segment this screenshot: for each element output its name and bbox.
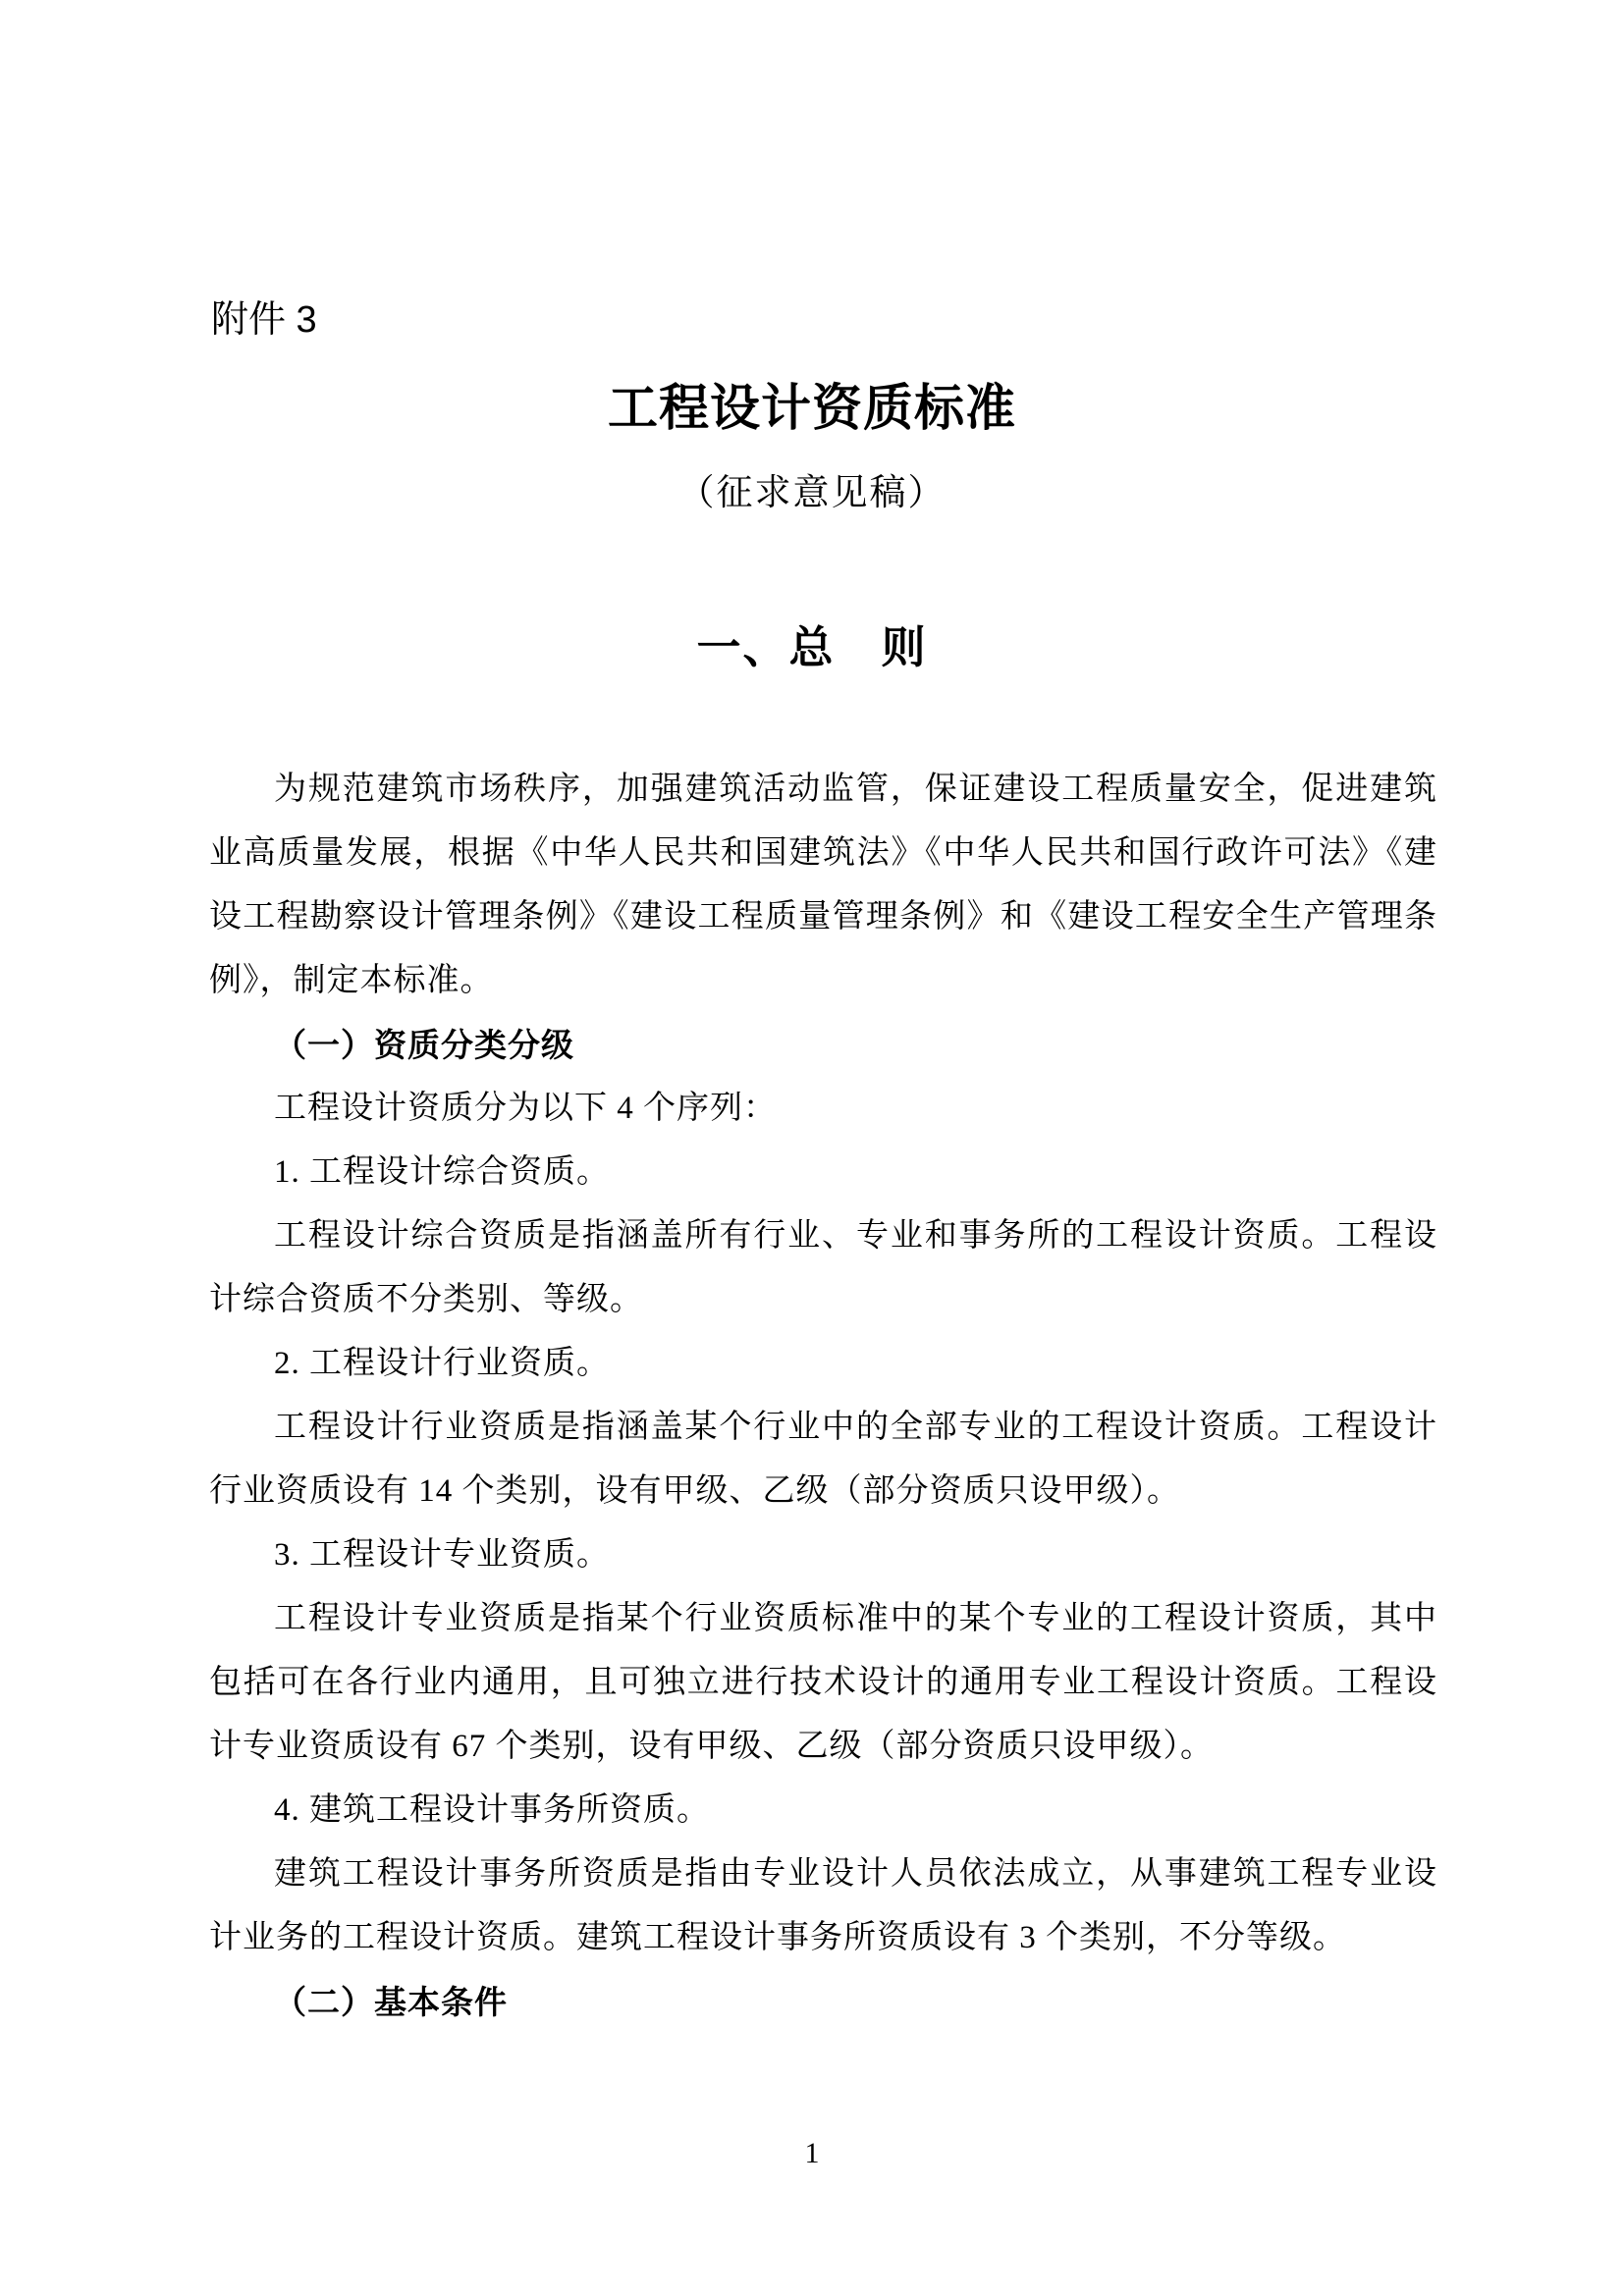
document-body [209, 758, 1437, 2034]
document-subtitle: （征求意见稿） [677, 473, 947, 513]
paragraph: 2. 工程设计行业资质。 [274, 1346, 610, 1381]
paragraph: 建筑工程设计事务所资质是指由专业设计人员依法成立，从事建筑工程专业设计业务的工程设计资质。建筑工程设计事务所资质设有 3 个类别，不分等级。 [209, 1856, 1437, 1955]
paragraph: 4. 建筑工程设计事务所资质。 [274, 1792, 710, 1828]
paragraph: 为规范建筑市场秩序，加强建筑活动监管，保证建设工程质量安全，促进建筑业高质量发展，根据《中华人民共和国建筑法》《中华人民共和国行政许可法》《建设工程勘察设计管理条例》《建设工程质量管理条例》和《建设工程安全生产管理条例》，制定本标准。 [209, 772, 1437, 998]
section-heading: 一、总 则 [696, 622, 928, 672]
paragraph: 工程设计专业资质是指某个行业资质标准中的某个专业的工程设计资质，其中包括可在各行业内通用，且可独立进行技术设计的通用专业工程设计资质。工程设计专业资质设有 67 个类别，设有甲级、乙级（部分资质只设甲级）。 [209, 1601, 1437, 1764]
paragraph: 工程设计综合资质是指涵盖所有行业、专业和事务所的工程设计资质。工程设计综合资质不分类别、等级。 [209, 1218, 1437, 1317]
document-title: 工程设计资质标准 [607, 382, 1016, 437]
subheading: （一）资质分类分级 [274, 1027, 574, 1063]
page-number: 1 [804, 2137, 820, 2169]
paragraph: 工程设计资质分为以下 4 个序列： [274, 1091, 777, 1126]
subheading: （二）基本条件 [274, 1984, 508, 2020]
attachment-label: 附件 3 [211, 299, 317, 341]
paragraph: 1. 工程设计综合资质。 [274, 1154, 610, 1190]
paragraph: 工程设计行业资质是指涵盖某个行业中的全部专业的工程设计资质。工程设计行业资质设有 14 个类别，设有甲级、乙级（部分资质只设甲级）。 [209, 1410, 1437, 1509]
paragraph: 3. 工程设计专业资质。 [274, 1537, 610, 1573]
